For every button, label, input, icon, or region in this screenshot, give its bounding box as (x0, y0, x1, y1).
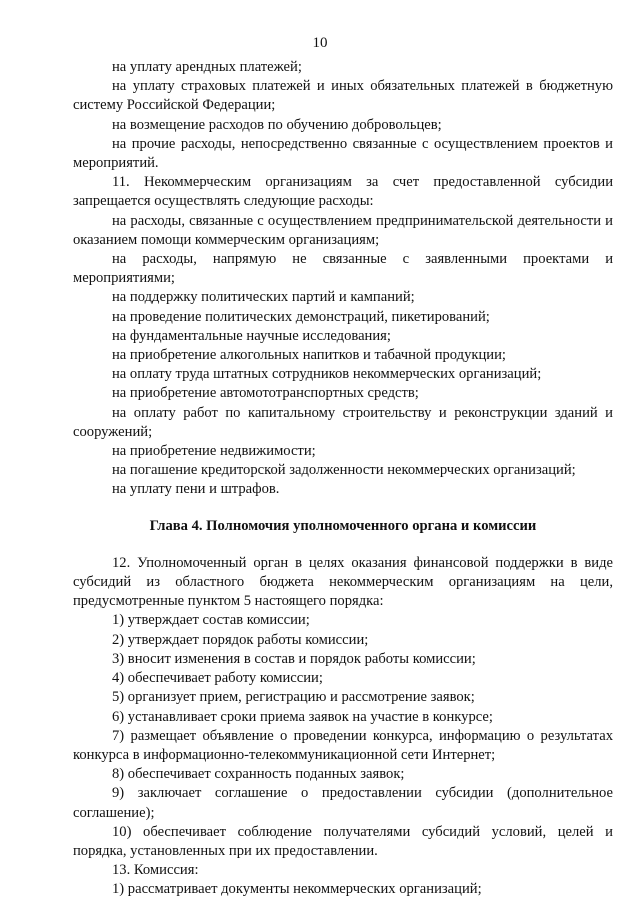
paragraph: на поддержку политических партий и кампаний; (112, 289, 415, 306)
paragraph: на приобретение автомототранспортных средств; (112, 385, 419, 402)
list-item: 7) размещает объявление о проведении конкурса, информацию о результатах конкурса в информационно-телекоммуникационной сети Интернет; (73, 727, 613, 763)
paragraph: на возмещение расходов по обучению добровольцев; (112, 116, 442, 133)
list-item: 1) рассматривает документы некоммерческих организаций; (112, 881, 482, 898)
chapter-heading: Глава 4. Полномочия уполномоченного органа и комиссии (149, 517, 537, 534)
paragraph: на уплату арендных платежей; (112, 59, 302, 75)
list-item: 9) заключает соглашение о предоставлении субсидии (дополнительное соглашение); (73, 785, 613, 821)
paragraph: на уплату пени и штрафов. (112, 481, 280, 498)
paragraph: на расходы, связанные с осуществлением предпринимательской деятельности и оказанием помощи коммерческим организациям; (73, 212, 613, 248)
paragraph: на оплату труда штатных сотрудников некоммерческих организаций; (112, 366, 542, 383)
list-item: 1) утверждает состав комиссии; (112, 612, 310, 629)
clause-11: 11. Некоммерческим организациям за счет предоставленной субсидии запрещается осуществлять следующие расходы: (73, 174, 613, 210)
paragraph: на прочие расходы, непосредственно связанные с осуществлением проектов и мероприятий. (73, 135, 613, 172)
paragraph: на проведение политических демонстраций, пикетирований; (112, 308, 490, 325)
paragraph: на приобретение алкогольных напитков и табачной продукции; (112, 347, 506, 364)
document-body (73, 58, 613, 900)
list-item: 2) утверждает порядок работы комиссии; (112, 631, 369, 648)
list-item: 3) вносит изменения в состав и порядок работы комиссии; (112, 650, 476, 667)
paragraph: на оплату работ по капитальному строительству и реконструкции зданий и сооружений; (73, 404, 613, 440)
paragraph: на фундаментальные научные исследования; (112, 327, 391, 344)
paragraph: на приобретение недвижимости; (112, 443, 316, 460)
list-item: 8) обеспечивает сохранность поданных заявок; (112, 766, 405, 783)
clause-13: 13. Комиссия: (112, 862, 199, 879)
list-item: 5) организует прием, регистрацию и рассмотрение заявок; (112, 689, 475, 706)
clause-12: 12. Уполномоченный орган в целях оказания финансовой поддержки в виде субсидий из областного бюджета некоммерческим организациям на цели, предусмотренные пунктом 5 настоящего порядка: (73, 554, 613, 610)
list-item: 4) обеспечивает работу комиссии; (112, 670, 323, 687)
page-number: 10 (312, 35, 328, 51)
paragraph: на расходы, напрямую не связанные с заявленными проектами и мероприятиями; (73, 251, 613, 287)
paragraph: на уплату страховых платежей и иных обязательных платежей в бюджетную систему Российской Федерации; (73, 78, 613, 114)
list-item: 10) обеспечивает соблюдение получателями субсидий условий, целей и порядка, установленных при их предоставлении. (73, 823, 613, 859)
list-item: 6) устанавливает сроки приема заявок на участие в конкурсе; (112, 708, 493, 725)
paragraph: на погашение кредиторской задолженности некоммерческих организаций; (112, 462, 576, 479)
